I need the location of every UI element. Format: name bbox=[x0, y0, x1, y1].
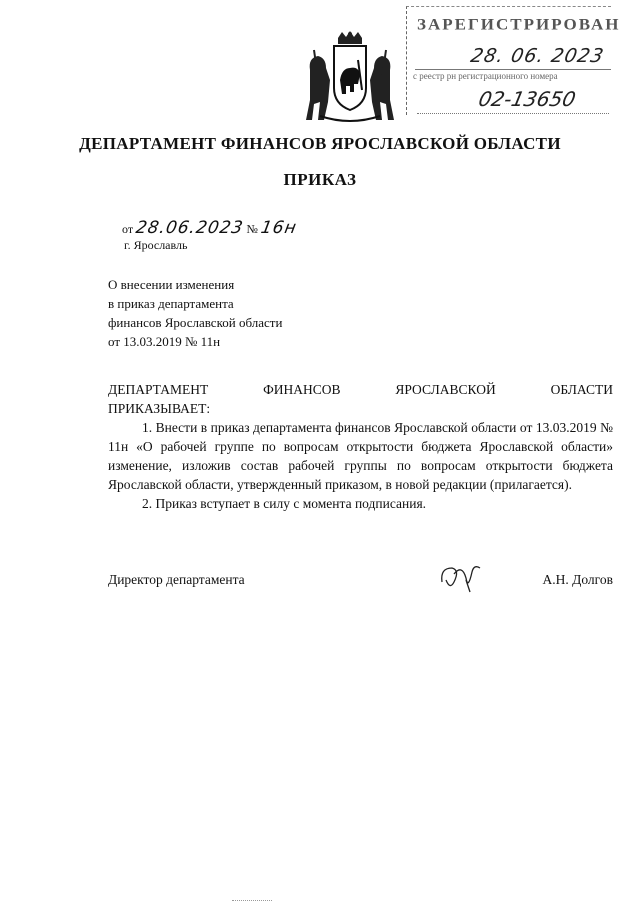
stamp-number: 02-13650 bbox=[476, 87, 578, 111]
subject-line: в приказ департамента bbox=[108, 296, 234, 311]
stamp-bottom-line bbox=[417, 113, 609, 114]
stamp-subtitle: с реестр рн регистрационного номера bbox=[413, 71, 558, 81]
paragraph-2: 2. Приказ вступает в силу с момента подписания. bbox=[142, 496, 427, 511]
stamp-divider bbox=[415, 69, 611, 70]
department-title: ДЕПАРТАМЕНТ ФИНАНСОВ ЯРОСЛАВСКОЙ ОБЛАСТИ bbox=[79, 134, 561, 153]
preamble-verb: ПРИКАЗЫВАЕТ: bbox=[108, 401, 211, 416]
signature-row bbox=[108, 572, 613, 602]
handwritten-signature bbox=[436, 560, 486, 596]
signatory-role: Директор департамента bbox=[108, 572, 245, 587]
coat-of-arms-emblem bbox=[300, 30, 400, 130]
city-label: г. Ярославль bbox=[124, 238, 188, 252]
preamble-word: ОБЛАСТИ bbox=[550, 382, 613, 397]
order-date-line bbox=[122, 218, 297, 238]
subject-block bbox=[108, 275, 282, 351]
order-date: 28.06.2023 bbox=[134, 218, 246, 238]
preamble-word: ДЕПАРТАМЕНТ bbox=[108, 382, 209, 397]
number-label: № bbox=[246, 222, 258, 236]
subject-line: от 13.03.2019 № 11н bbox=[108, 334, 221, 349]
preamble-word: ФИНАНСОВ bbox=[263, 382, 341, 397]
preamble-word: ЯРОСЛАВСКОЙ bbox=[395, 382, 496, 397]
from-label: от bbox=[122, 222, 134, 236]
stamp-date: 28. 06. 2023 bbox=[468, 45, 607, 67]
order-preamble bbox=[108, 380, 613, 399]
footer-mark bbox=[232, 900, 272, 901]
subject-line: финансов Ярославской области bbox=[108, 315, 283, 330]
order-body bbox=[108, 380, 613, 513]
subject-line: О внесении изменения bbox=[108, 277, 235, 292]
stamp-title: ЗАРЕГИСТРИРОВАН bbox=[417, 16, 621, 34]
order-number: 16н bbox=[259, 218, 299, 238]
registration-stamp bbox=[406, 6, 621, 115]
document-type-title: ПРИКАЗ bbox=[283, 170, 357, 189]
signatory-name: А.Н. Долгов bbox=[542, 572, 613, 587]
paragraph-1: 1. Внести в приказ департамента финансов Ярославской области от 13.03.2019 № 11н «О рабочей группе по вопросам открытости бюджета Ярославской области» изменение, изложив состав рабочей группы по вопросам открытости бюджета Ярославской области, утвержденный приказом, в новой редакции (прилагается). bbox=[108, 420, 613, 492]
